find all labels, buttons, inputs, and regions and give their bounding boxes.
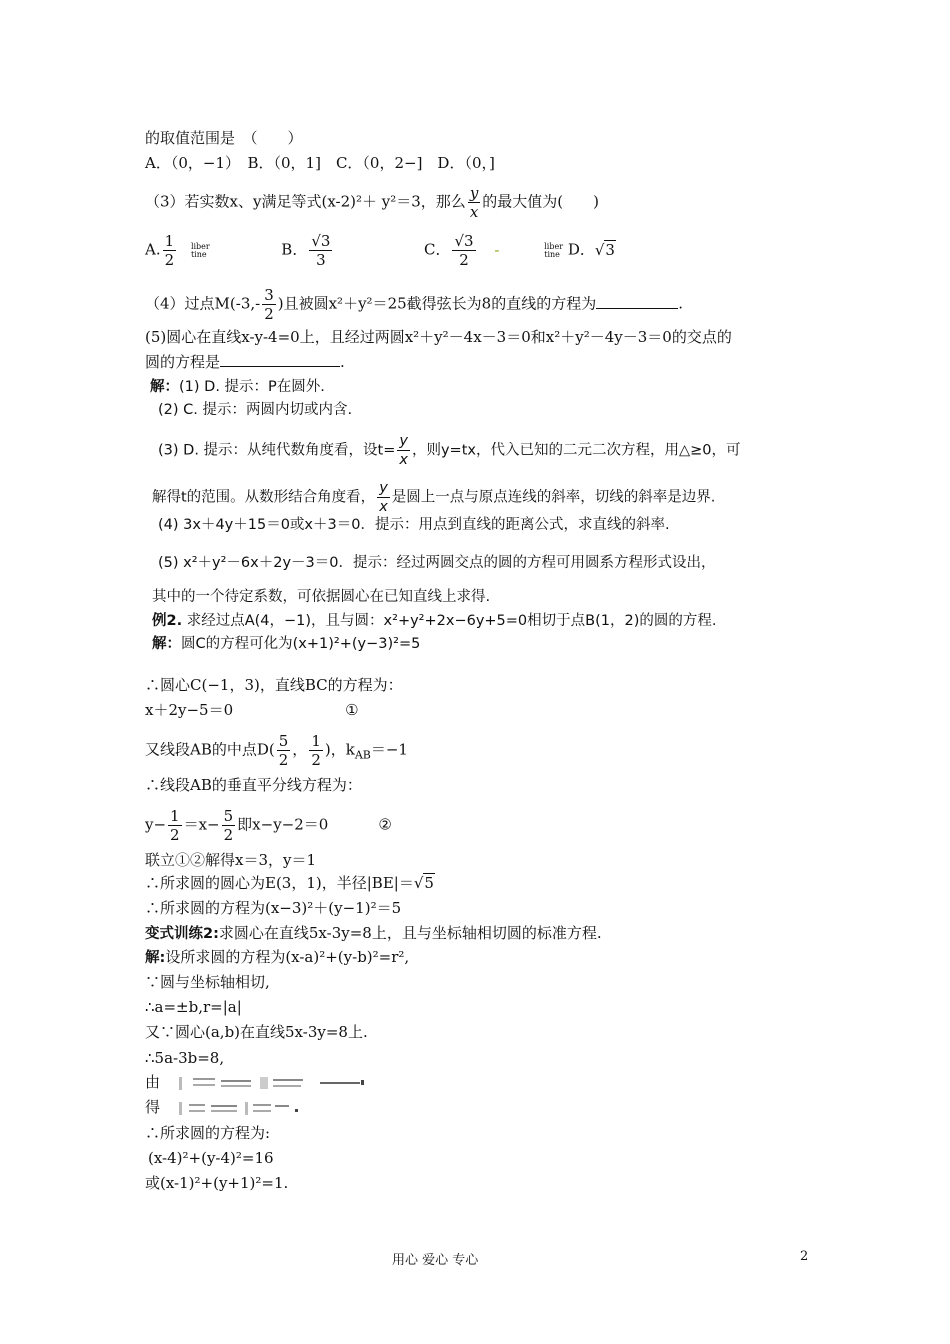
answer-3-line-2 — [152, 479, 715, 516]
option-a-fraction — [163, 232, 177, 269]
bisector-lhs: y− — [145, 815, 167, 834]
artifact-label: liber tine — [190, 241, 210, 259]
variant-2-step-7 — [145, 1097, 305, 1117]
fraction-denominator: 2 — [223, 826, 234, 844]
solution-line-2 — [145, 700, 359, 720]
fraction-numerator: √3 — [311, 232, 331, 250]
fraction-denominator: x — [379, 499, 388, 515]
page-footer: 用心 爱心 专心 — [392, 1253, 479, 1268]
solution-line-8: ∴所求圆的方程为(x−3)²＋(y−1)²＝5 — [145, 899, 402, 917]
question-5-line-1: (5)圆心在直线x-y-4=0上，且经过两圆x²＋y²－4x－3＝0和x²＋y²－4y－3＝0的交点的 — [145, 328, 732, 346]
variant-2-step-1 — [145, 947, 409, 968]
variant-2-step-10: 或(x-1)²+(y+1)²=1. — [145, 1174, 289, 1192]
example-label: 例2. — [152, 613, 183, 629]
slope-prefix: )，k — [324, 740, 355, 759]
fraction-denominator: 2 — [170, 826, 180, 844]
artifact-label: liber tine — [544, 241, 564, 259]
question-4-prefix: （4）过点M(-3,- — [145, 294, 261, 313]
question-4-suffix: . — [678, 294, 683, 313]
fraction-denominator: 2 — [311, 751, 321, 769]
bisector-simplified: 即x−y−2＝0 — [237, 815, 329, 834]
answer-1-text: (1) D. 提示：P在圆外. — [179, 379, 325, 395]
answer-3-middle: ，则y=tx，代入已知的二元二次方程，用△≥0，可 — [411, 442, 741, 459]
fraction-denominator: x — [469, 203, 479, 221]
five-halves-fraction — [222, 807, 236, 844]
answer-3 — [158, 432, 741, 469]
answer-blank[interactable] — [220, 352, 340, 367]
option-c-fraction — [452, 232, 475, 269]
fraction-denominator: 2 — [264, 305, 274, 323]
variant-step-text: 得 — [145, 1098, 161, 1116]
three-halves-fraction — [262, 286, 276, 323]
example-2 — [152, 611, 716, 631]
y-over-x-fraction — [377, 479, 390, 516]
fraction-numerator: 3 — [264, 286, 274, 304]
question-4 — [145, 286, 683, 323]
y-over-x-fraction — [468, 184, 480, 221]
solution-line-3 — [145, 732, 408, 769]
variant-2-step-5: ∴5a-3b=8, — [145, 1049, 225, 1067]
variant-2-step-6 — [145, 1072, 365, 1092]
solution-line-6: 联立①②解得x＝3，y＝1 — [145, 851, 317, 869]
option-d-sqrt: √3 — [594, 240, 615, 259]
equation-marker: ② — [378, 815, 392, 834]
variant-2-step-4: 又∵圆心(a,b)在直线5x-3y=8上. — [145, 1023, 368, 1041]
variant-label: 变式训练2: — [145, 926, 219, 942]
variant-2-step-3: ∴a=±b,r=|a| — [145, 998, 242, 1016]
solution-line-1: ∴圆心C(−1，3)，直线BC的方程为： — [145, 676, 403, 694]
bisector-rhs: ＝x− — [183, 815, 220, 834]
answer-3-prefix: (3) D. 提示：从纯代数角度看，设t= — [158, 442, 396, 459]
question-5-prefix: 圆的方程是 — [145, 353, 221, 371]
question-4-middle: )且被圆x²＋y²＝25截得弦长为8的直线的方程为 — [277, 294, 597, 313]
question-3-prefix: （3）若实数x、y满足等式(x-2)²＋ y²＝3，那么 — [145, 192, 466, 211]
fraction-numerator: y — [379, 480, 388, 496]
fraction-numerator: y — [469, 184, 479, 202]
fraction-denominator: 3 — [316, 251, 326, 269]
variant-step-text: 设所求圆的方程为(x-a)²+(y-b)²=r², — [165, 948, 410, 966]
solution-line-5 — [145, 807, 392, 844]
answer-5-line-2: 其中的一个待定系数，可依据圆心在已知直线上求得. — [152, 589, 491, 605]
y-over-x-fraction — [397, 432, 410, 469]
fraction-denominator: x — [399, 452, 408, 468]
radicand: 5 — [424, 874, 434, 892]
question-2-options: A．（0，−1） B．（0，1] C．（0，2−] D．（0，] — [145, 154, 495, 172]
variant-2-step-8: ∴所求圆的方程为: — [145, 1124, 271, 1142]
question-5-suffix: . — [340, 353, 345, 371]
radicand: 3 — [605, 240, 615, 259]
comma: ， — [292, 740, 308, 759]
equation-bc: x＋2y−5＝0 — [145, 701, 234, 719]
radius-prefix: ∴所求圆的圆心为E(3，1)，半径|BE|＝ — [145, 874, 414, 892]
garbled-equation-image — [165, 1074, 365, 1092]
question-3 — [145, 184, 599, 221]
slope-value: ＝−1 — [370, 740, 408, 759]
solution-label: 解： — [150, 379, 179, 395]
fraction-numerator: 1 — [164, 232, 175, 250]
fraction-numerator: 5 — [223, 807, 234, 825]
solution-line-4: ∴线段AB的垂直平分线方程为： — [145, 776, 362, 794]
fraction-numerator: 1 — [170, 807, 180, 825]
option-b-label: B． — [281, 240, 308, 259]
answer-1 — [150, 377, 325, 397]
variant-2-step-2: ∵圆与坐标轴相切, — [145, 973, 270, 991]
slope-subscript: AB — [354, 748, 371, 762]
midpoint-prefix: 又线段AB的中点D( — [145, 740, 275, 759]
fraction-denominator: 2 — [459, 251, 469, 269]
page-number: 2 — [800, 1249, 809, 1264]
answer-5: (5) x²＋y²－6x＋2y－3＝0．提示：经过两圆交点的圆的方程可用圆系方程形式设出， — [158, 555, 716, 571]
one-half-fraction — [168, 807, 182, 844]
question-5-line-2 — [145, 352, 345, 372]
variant-2-step-9: (x-4)²+(y-4)²=16 — [148, 1149, 274, 1167]
example-2-text: 求经过点A(4，−1)，且与圆：x²+y²+2x−6y+5=0相切于点B(1，2)的圆的方程. — [186, 613, 717, 629]
question-2-stem-tail: 的取值范围是 （ ） — [145, 129, 303, 147]
radius-sqrt: √5 — [413, 874, 434, 892]
one-half-fraction — [309, 732, 323, 769]
fraction-numerator: 5 — [278, 732, 289, 750]
option-d-label: D． — [567, 240, 595, 259]
example-2-solution — [152, 634, 420, 654]
fraction-numerator: y — [399, 433, 408, 449]
option-a-label: A. — [145, 240, 161, 259]
answer-4: (4) 3x＋4y＋15＝0或x＋3＝0．提示：用点到直线的距离公式，求直线的斜率. — [158, 517, 670, 533]
five-halves-fraction — [277, 732, 291, 769]
variant-step-text: 由 — [145, 1073, 161, 1091]
fraction-denominator: 2 — [278, 751, 289, 769]
fraction-numerator: 1 — [311, 732, 321, 750]
solution-label: 解: — [145, 950, 166, 966]
variant-2-text: 求圆心在直线5x-3y=8上，且与坐标轴相切圆的标准方程. — [218, 924, 602, 942]
solution-label: 解： — [152, 636, 181, 652]
answer-2: (2) C. 提示：两圆内切或内含. — [158, 402, 353, 418]
answer-3-line-2-suffix: 是圆上一点与原点连线的斜率，切线的斜率是边界. — [391, 489, 716, 506]
example-2-solution-text: 圆C的方程可化为(x+1)²+(y−3)²=5 — [181, 636, 421, 652]
solution-line-7 — [145, 873, 435, 893]
fraction-denominator: 2 — [164, 251, 175, 269]
answer-blank[interactable] — [596, 294, 678, 309]
answer-3-line-2-prefix: 解得t的范围。从数形结合角度看， — [152, 489, 376, 506]
equation-marker: ① — [345, 701, 359, 719]
option-c-label: C． — [424, 240, 451, 259]
question-3-options: A. $\frac{1}{2}$ liber tine B． $\frac{√3}{3}$ C． $\frac{√3}{2}$ - liber tine D．√3 — [145, 232, 615, 269]
fraction-numerator: √3 — [454, 232, 474, 250]
variant-2 — [145, 923, 602, 944]
option-b-fraction — [309, 232, 332, 269]
garbled-equation-image — [165, 1099, 305, 1117]
question-3-suffix: 的最大值为( ) — [482, 192, 600, 211]
